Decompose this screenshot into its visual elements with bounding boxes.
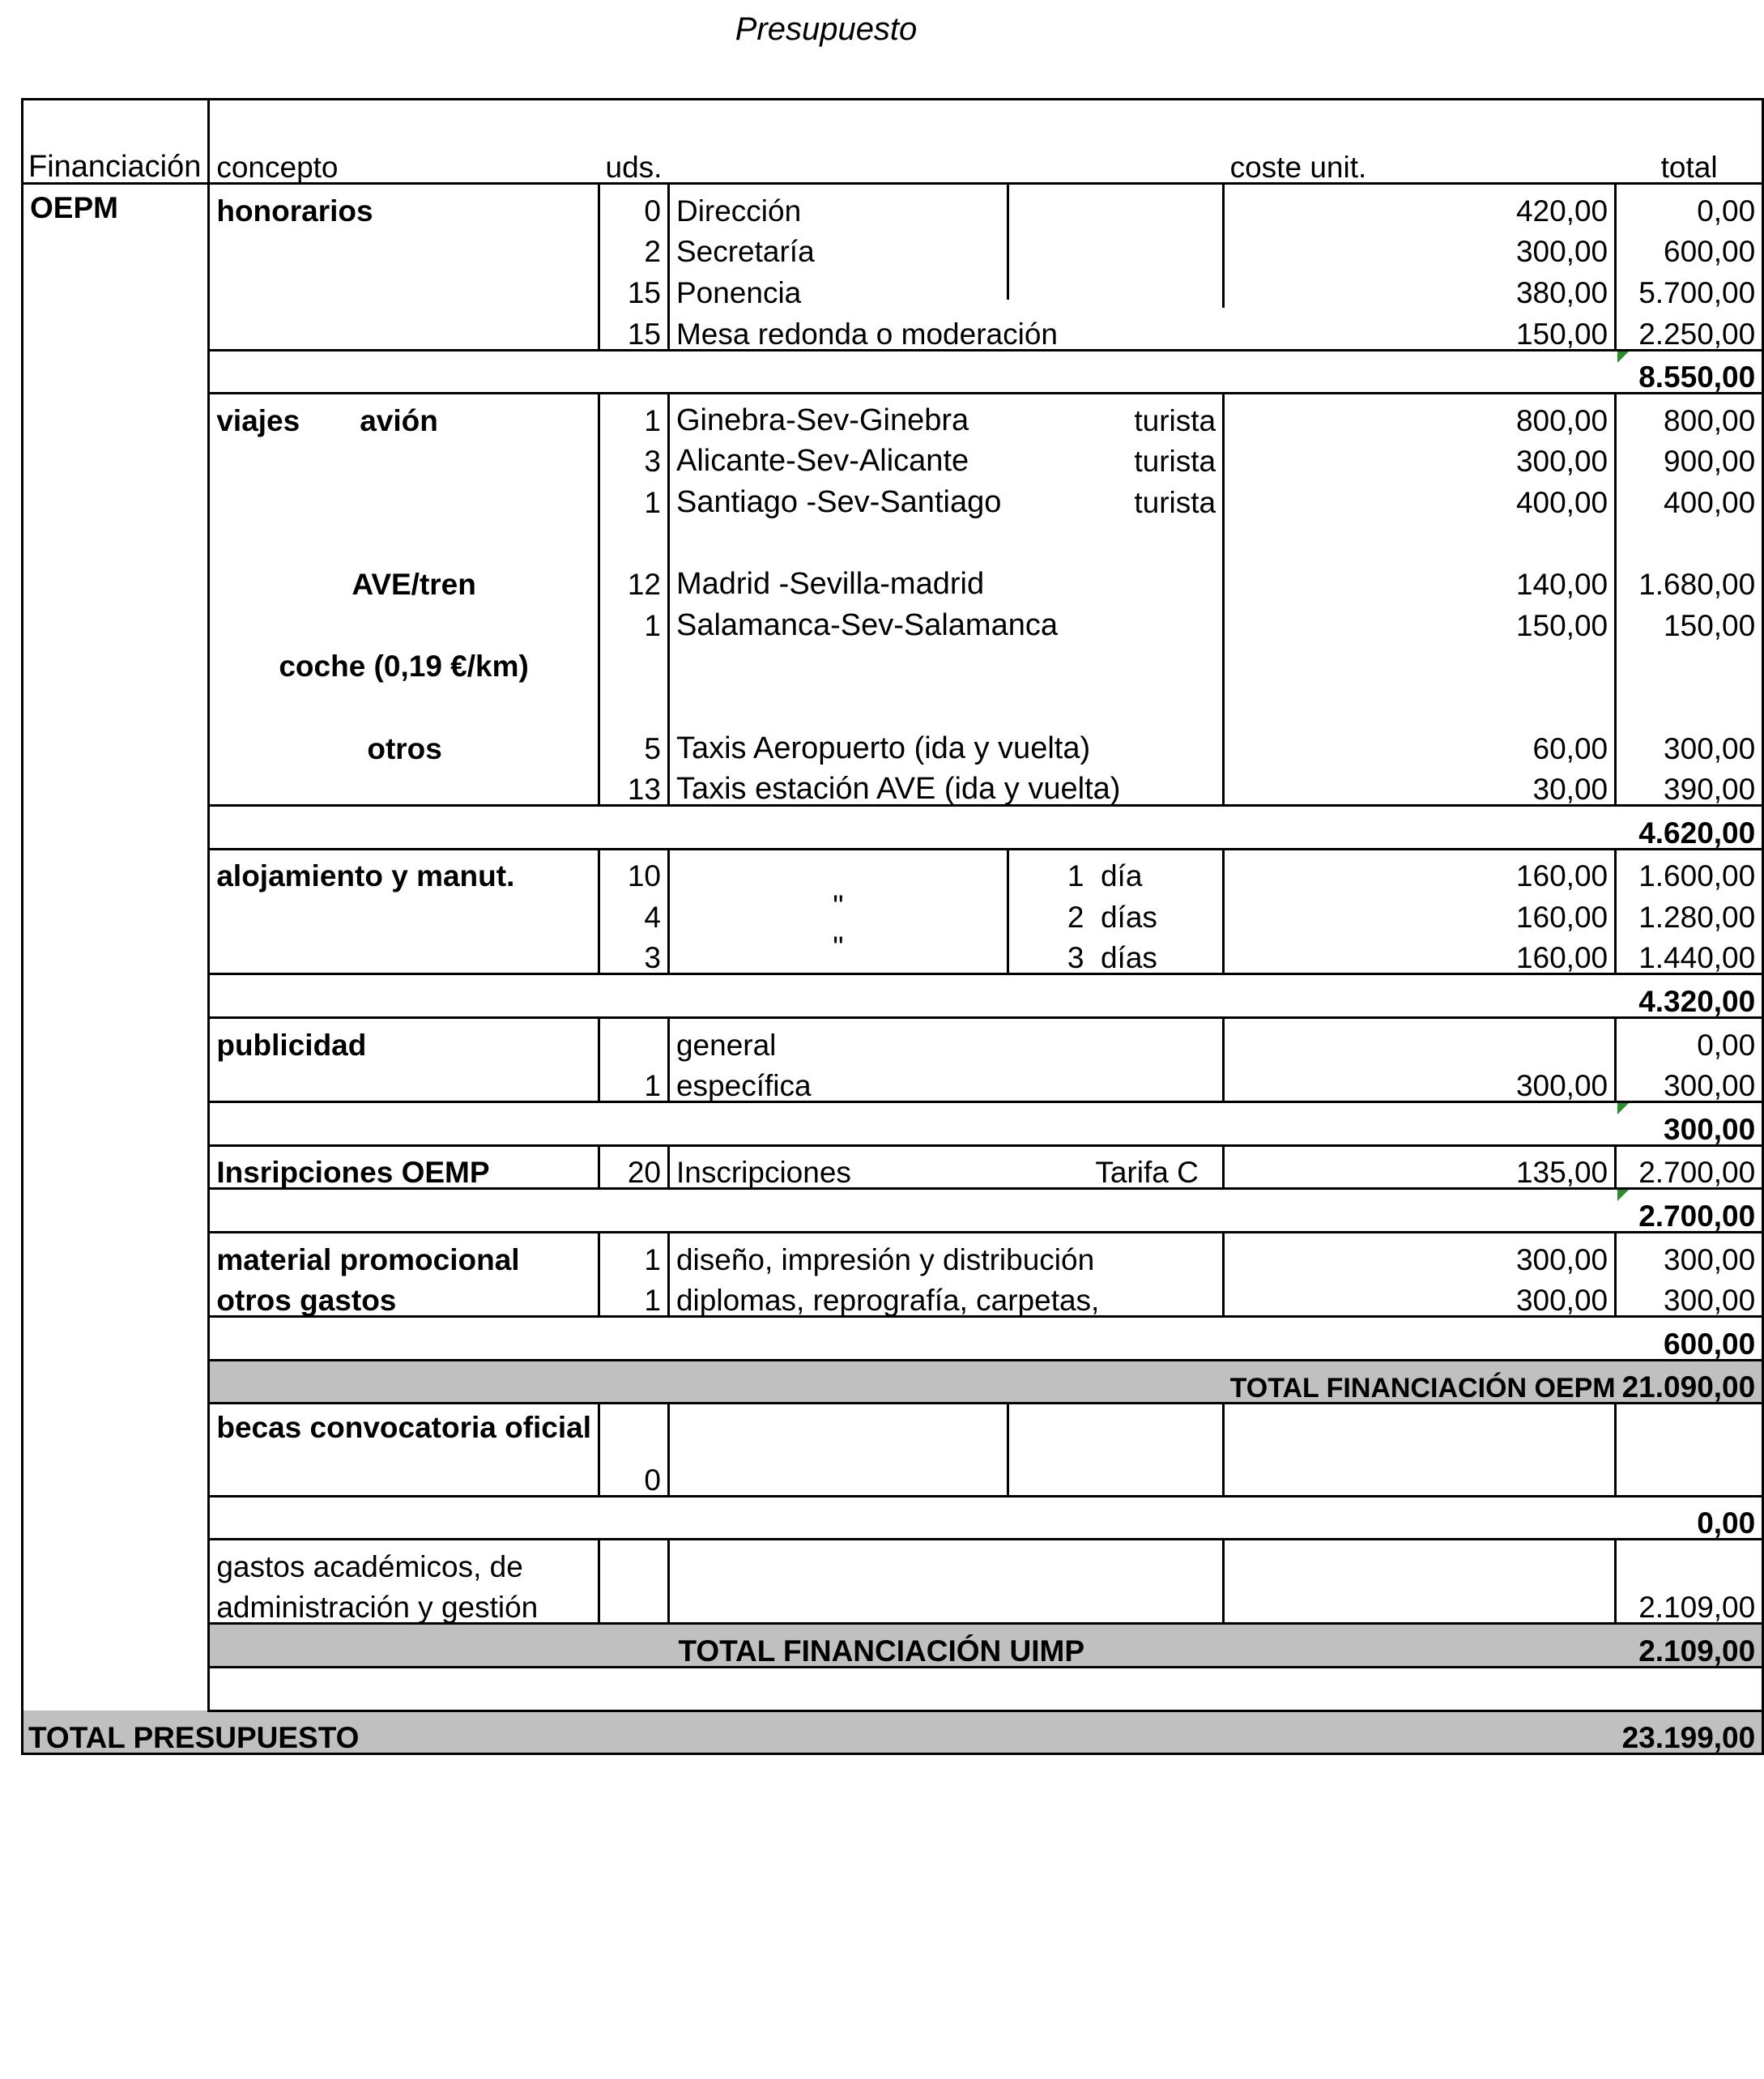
cell-ditto: " (668, 891, 1008, 932)
viajes-label: viajes (216, 403, 300, 437)
cell-desc: Inscripciones (668, 1145, 1008, 1189)
header-uds: uds. (599, 142, 669, 184)
table-row (23, 891, 1763, 932)
cell-coste: 140,00 (1224, 559, 1616, 600)
cell-total: 5.700,00 (1638, 275, 1756, 309)
subtotal-publicidad: 300,00 (1616, 1102, 1763, 1146)
table-row (23, 1060, 1763, 1102)
cell-uds (599, 1018, 669, 1060)
cell-desc: Taxis estación AVE (ida y vuelta) (668, 764, 1223, 806)
table-row (23, 266, 1763, 308)
cell-desc: Ginebra-Sev-Ginebra (675, 403, 969, 437)
cell-total: 0,00 (1697, 194, 1756, 228)
table-row (23, 1018, 1763, 1060)
header-row (23, 142, 1763, 184)
table-row (23, 308, 1763, 350)
header-total: total (1616, 142, 1763, 184)
subtotal-row (23, 974, 1763, 1018)
subtotal-row (23, 1189, 1763, 1233)
cell-desc: diplomas, reprografía, carpetas, (668, 1275, 1223, 1317)
becas-uds: 0 (599, 1454, 669, 1496)
cell-uds: 15 (599, 308, 669, 350)
total-uimp-label: TOTAL FINANCIACIÓN UIMP (668, 1624, 1615, 1668)
cell-dias: 1 día (1008, 849, 1223, 891)
table-row (23, 1145, 1763, 1189)
grand-total-label: TOTAL PRESUPUESTO (23, 1710, 1008, 1754)
cell-coste: 135,00 (1224, 1145, 1616, 1189)
table-row (23, 1275, 1763, 1317)
cell-uds: 20 (599, 1145, 669, 1189)
cell-dias: 2 días (1008, 891, 1223, 932)
table-row (23, 476, 1763, 518)
cell-desc: Mesa redonda o moderación (668, 308, 1223, 350)
cell-total: 1.440,00 (1616, 932, 1763, 974)
cell-clase: turista (1008, 436, 1223, 477)
subtotal-row (23, 1317, 1763, 1361)
cell-desc: general (668, 1018, 1223, 1060)
cell-uds: 1 (599, 394, 669, 436)
table-row (23, 849, 1763, 891)
cell-total: 300,00 (1664, 731, 1756, 765)
concept-otros: otros (367, 731, 442, 765)
cell-coste: 400,00 (1224, 476, 1616, 518)
cell-coste: 300,00 (1224, 1233, 1616, 1275)
cell-coste: 300,00 (1224, 1275, 1616, 1317)
subtotal-alojamiento: 4.320,00 (1616, 974, 1763, 1018)
concept-ave: AVE/tren (352, 568, 476, 602)
subtotal-inscripciones: 2.700,00 (1616, 1189, 1763, 1233)
subtotal-material: 600,00 (1616, 1317, 1763, 1361)
cell-coste: 800,00 (1224, 394, 1616, 436)
cell-coste: 150,00 (1224, 599, 1616, 641)
grand-total-value: 23.199,00 (1616, 1710, 1763, 1754)
table-row (23, 722, 1763, 764)
subtotal-becas: 0,00 (1616, 1496, 1763, 1540)
cell-uds: 1 (599, 1060, 669, 1102)
cell-coste: 380,00 (1224, 266, 1616, 308)
cell-uds: 1 (599, 1233, 669, 1275)
avion-label: avión (360, 403, 438, 437)
cell-total: 150,00 (1664, 608, 1756, 642)
cell-desc: Secretaría (668, 226, 1008, 267)
cell-uds: 5 (599, 722, 669, 764)
concept-coche: coche (0,19 €/km) (279, 650, 529, 684)
spacer-row (23, 100, 1763, 142)
cell-uds: 13 (599, 764, 669, 806)
concept-gastos-1: gastos académicos, de (216, 1549, 523, 1583)
table-row (23, 226, 1763, 267)
cell-dias: 3 días (1008, 932, 1223, 974)
table-row (23, 764, 1763, 806)
concept-gastos-2: administración y gestión (209, 1582, 599, 1624)
table-row (23, 1233, 1763, 1275)
cell-ditto: " (668, 932, 1008, 974)
total-oepm-value: 21.090,00 (1616, 1360, 1763, 1404)
empty-row (23, 681, 1763, 722)
cell-total: 300,00 (1664, 1242, 1756, 1276)
total-uimp-value: 2.109,00 (1616, 1624, 1763, 1668)
concept-honorarios: honorarios (216, 194, 373, 228)
header-financiacion: Financiación (23, 142, 209, 184)
cell-total: 800,00 (1664, 403, 1756, 437)
cell-desc: Taxis Aeropuerto (ida y vuelta) (668, 722, 1223, 764)
cell-uds: 4 (599, 891, 669, 932)
cell-total: 390,00 (1616, 764, 1763, 806)
cell-uds: 0 (599, 184, 669, 226)
table-row (23, 559, 1763, 600)
cell-coste: 300,00 (1224, 1060, 1616, 1102)
cell-total: 300,00 (1616, 1060, 1763, 1102)
table-row (23, 436, 1763, 477)
cell-total: 1.600,00 (1638, 859, 1756, 893)
concept-inscripciones: Insripciones OEMP (209, 1145, 599, 1189)
cell-total: 2.250,00 (1616, 308, 1763, 350)
cell-uds: 10 (599, 849, 669, 891)
total-oepm-label: TOTAL FINANCIACIÓN OEPM (1224, 1360, 1616, 1404)
cell-uds: 1 (599, 1275, 669, 1317)
cell-uds: 3 (599, 436, 669, 477)
subtotal-row (23, 350, 1763, 394)
cell-coste: 300,00 (1224, 436, 1616, 477)
financiacion-uimp (23, 1404, 209, 1710)
cell-clase: turista (1008, 394, 1223, 436)
subtotal-honorarios: 8.550,00 (1616, 350, 1763, 394)
cell-coste: 60,00 (1224, 722, 1616, 764)
total-uimp-row (23, 1624, 1763, 1668)
grand-total-row (23, 1710, 1763, 1754)
cell-desc: Dirección (668, 184, 1008, 226)
cell-uds: 1 (599, 476, 669, 518)
budget-table (21, 98, 1764, 1755)
table-row (23, 599, 1763, 641)
cell-uds: 3 (599, 932, 669, 974)
subtotal-viajes: 4.620,00 (1616, 806, 1763, 850)
header-concepto: concepto (209, 142, 599, 184)
cell-coste: 150,00 (1224, 308, 1616, 350)
cell-total: 900,00 (1664, 445, 1756, 479)
gastos-total: 2.109,00 (1616, 1582, 1763, 1624)
cell-total: 0,00 (1697, 1028, 1756, 1062)
cell-total: 2.700,00 (1616, 1145, 1763, 1189)
page-title: Presupuesto (735, 11, 918, 47)
cell-desc: Ponencia (668, 266, 1008, 308)
cell-coste: 160,00 (1224, 849, 1616, 891)
table-row (23, 641, 1763, 682)
cell-desc: Madrid -Sevilla-madrid (668, 559, 1223, 600)
concept-becas: becas convocatoria oficial (216, 1411, 592, 1445)
cell-ditto (668, 849, 1008, 891)
table-row (23, 1582, 1763, 1624)
cell-coste (1224, 1018, 1616, 1060)
concept-otros-gastos: otros gastos (209, 1275, 599, 1317)
subtotal-row (23, 1496, 1763, 1540)
cell-total: 300,00 (1616, 1275, 1763, 1317)
cell-desc: específica (668, 1060, 1223, 1102)
empty-row (23, 518, 1763, 559)
subtotal-row (23, 1102, 1763, 1146)
cell-clase: turista (1008, 476, 1223, 518)
cell-desc: diseño, impresión y distribución (668, 1233, 1223, 1275)
cell-coste: 300,00 (1224, 226, 1616, 267)
concept-publicidad: publicidad (216, 1028, 367, 1062)
table-row (23, 932, 1763, 974)
cell-total: 400,00 (1664, 485, 1756, 519)
cell-coste: 160,00 (1224, 891, 1616, 932)
cell-tarifa: Tarifa C (1008, 1145, 1223, 1189)
table-row (23, 1454, 1763, 1496)
table-row (23, 1540, 1763, 1582)
subtotal-row (23, 806, 1763, 850)
table-row (23, 394, 1763, 436)
concept-material: material promocional (216, 1242, 520, 1276)
table-row (23, 1404, 1763, 1454)
financiacion-oepm: OEPM (23, 184, 209, 1404)
cell-desc: Salamanca-Sev-Salamanca (668, 599, 1223, 641)
cell-uds: 1 (599, 599, 669, 641)
header-coste-unit: coste unit. (1224, 142, 1616, 184)
total-oepm-row (23, 1360, 1763, 1404)
concept-alojamiento: alojamiento y manut. (216, 859, 515, 893)
cell-desc: Alicante-Sev-Alicante (675, 444, 969, 479)
cell-total: 1.280,00 (1638, 900, 1756, 934)
spacer-row (23, 1667, 1763, 1710)
cell-coste: 160,00 (1224, 932, 1616, 974)
cell-total: 600,00 (1664, 235, 1756, 269)
cell-uds: 15 (599, 266, 669, 308)
table-row (23, 184, 1763, 226)
cell-coste: 420,00 (1224, 184, 1616, 226)
cell-total: 1.680,00 (1638, 568, 1756, 602)
cell-coste: 30,00 (1224, 764, 1616, 806)
cell-desc: Santiago -Sev-Santiago (675, 484, 1002, 519)
cell-uds: 12 (599, 559, 669, 600)
concept-viajes (209, 394, 599, 436)
cell-uds: 2 (599, 226, 669, 267)
